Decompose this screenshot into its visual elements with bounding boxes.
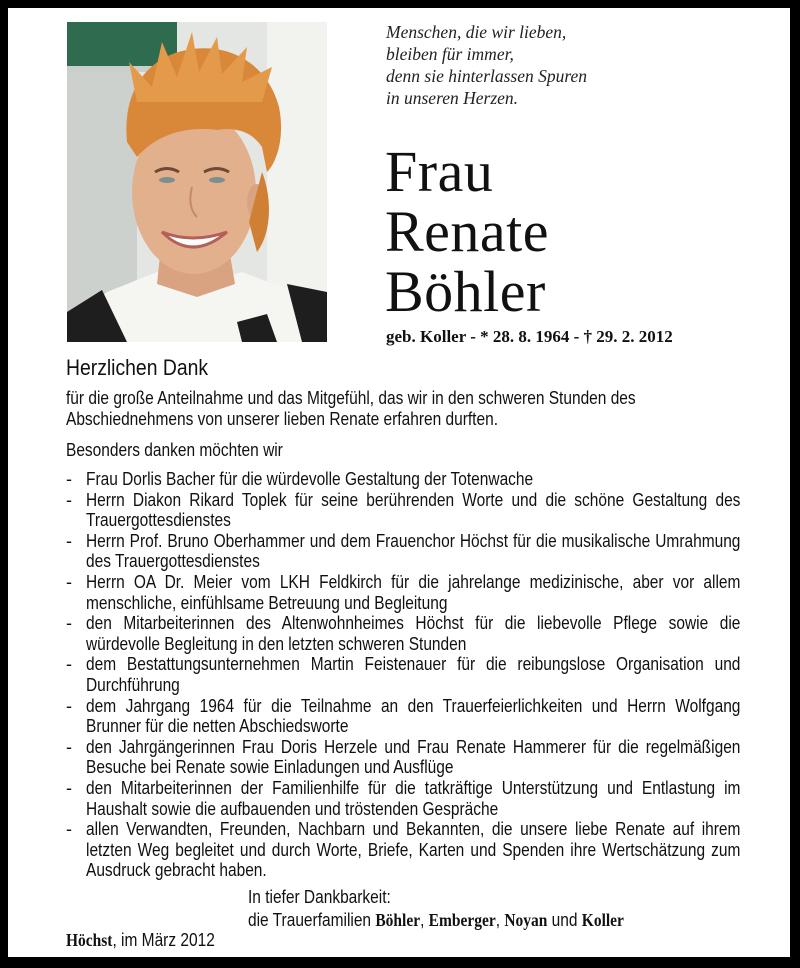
name-last: Böhler [385, 259, 546, 324]
portrait-photo [67, 22, 327, 342]
list-item: - den Jahrgängerinnen Frau Doris Herzele und Frau Renate Hammerer für die regelmäßigen Besuche bei Renate sowie Einladungen und Ausflüge [66, 736, 741, 778]
signature-families: die Trauerfamilien Böhler, Emberger, Noyan und Koller [248, 910, 624, 930]
family-name: Emberger [428, 910, 496, 930]
name-first: Renate [385, 199, 550, 264]
memorial-quote [386, 21, 776, 109]
dash-bullet: - [66, 777, 72, 798]
place-date [66, 930, 239, 951]
thanks-lead-text: Besonders danken möchten wir [66, 440, 283, 460]
life-dates: geb. Koller - * 28. 8. 1964 - † 29. 2. 2012 [386, 327, 673, 346]
dash-bullet: - [66, 819, 72, 840]
place-city: Höchst [66, 930, 113, 950]
dash-bullet: - [66, 695, 72, 716]
dash-bullet: - [66, 613, 72, 634]
dash-bullet: - [66, 530, 72, 551]
thanks-list [66, 469, 742, 881]
list-item: - den Mitarbeiterinnen der Familienhilfe für die tatkräftige Unterstützung und Entlastung im Haushalt sowie die aufbauenden und tröstenden Gespräche [66, 777, 741, 819]
family-name: Koller [581, 910, 624, 930]
list-item: - dem Bestattungsunternehmen Martin Feistenauer für die reibungslose Organisation und Durchführung [66, 654, 741, 695]
obituary-page [8, 8, 790, 957]
dash-bullet: - [66, 489, 72, 510]
deceased-name [385, 139, 550, 324]
place-date-text: , im März 2012 [112, 930, 215, 950]
family-name: Böhler [375, 910, 421, 930]
thanks-intro-text: für die große Anteilnahme und das Mitgefühl, das wir in den schweren Stunden des Abschiednehmens von unserer lieben Renate erfahren durften. [66, 388, 636, 429]
name-title: Frau [385, 139, 494, 204]
family-name: Noyan [504, 910, 548, 930]
quote-line: bleiben für immer, [386, 44, 514, 64]
list-item: - Herrn OA Dr. Meier vom LKH Feldkirch für die jahrelange medizinische, aber vor allem menschliche, einfühlsame Betreuung und Begleitung [66, 571, 741, 613]
list-item: - dem Jahrgang 1964 für die Teilnahme an den Trauerfeierlichkeiten und Herrn Wolfgang Brunner für die netten Abschiedsworte [66, 695, 741, 737]
list-item: - Frau Dorlis Bacher für die würdevolle Gestaltung der Totenwache [66, 469, 534, 489]
thanks-intro [66, 388, 742, 429]
signature-line1: In tiefer Dankbarkeit: [248, 887, 391, 907]
thanks-lead [66, 440, 742, 461]
list-item: - allen Verwandten, Freunden, Nachbarn und Bekannten, die unsere liebe Renate auf ihrem letzten Weg begleitet und durch Worte, Briefe, Karten und Spenden ihre Wertschätzung zum Ausdruck gebracht haben. [66, 819, 741, 881]
dash-bullet: - [66, 736, 72, 757]
thanks-heading: Herzlichen Dank [66, 355, 209, 380]
list-item: - Herrn Prof. Bruno Oberhammer und dem Frauenchor Höchst für die musikalische Umrahmung des Trauergottesdienstes [66, 530, 741, 572]
dash-bullet: - [66, 469, 72, 489]
dash-bullet: - [66, 654, 72, 675]
signature-block [248, 886, 685, 932]
list-item: - den Mitarbeiterinnen des Altenwohnheimes Höchst für die liebevolle Pflege sowie die würdevolle Begleitung in den letzten schweren Stunden [66, 613, 741, 654]
list-item: - Herrn Diakon Rikard Toplek für seine berührenden Worte und die schöne Gestaltung des Trauergottesdienstes [66, 489, 741, 531]
dash-bullet: - [66, 571, 72, 592]
quote-line: denn sie hinterlassen Spuren [386, 66, 588, 86]
quote-line: in unseren Herzen. [386, 88, 519, 108]
portrait-image [67, 22, 327, 342]
quote-line: Menschen, die wir lieben, [386, 22, 567, 42]
